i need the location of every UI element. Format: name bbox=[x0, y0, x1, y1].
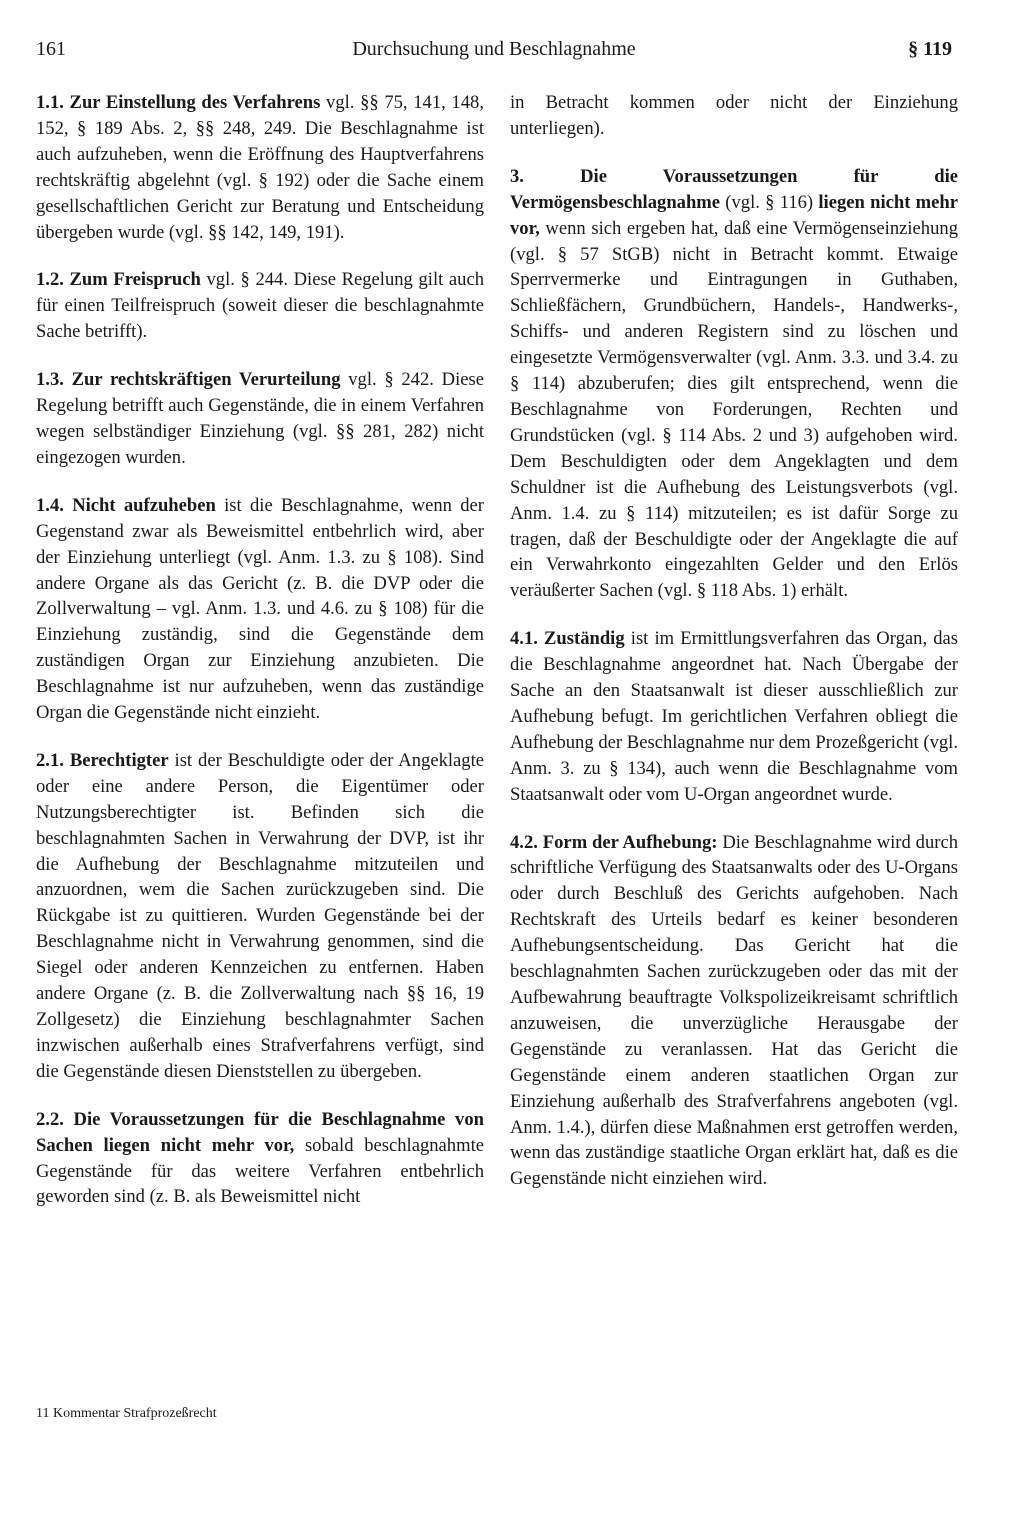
paragraph-number: 2.1. bbox=[36, 749, 64, 771]
paragraph-text: vgl. § 242. Diese Regelung betrifft auch Gegenstände, die in einem Verfahren wegen selbständiger Einziehung (vgl. §§ 281, 282) nicht eingezogen wurden. bbox=[36, 369, 484, 468]
paragraph-heading: Zum Freispruch bbox=[69, 269, 201, 291]
paragraph-text-2: wenn sich ergeben hat, daß eine Vermögenseinziehung (vgl. § 57 StGB) nicht in Betracht kommt. Etwaige Sperrvermerke und Eintragungen in Guthaben, Schließfächern, Grundbüchern, Handels-, Handwerks-, Schiffs- und anderen Registern sind zu löschen und eingesetzte Vermögensverwalter (vgl. Anm. 3.3. und 3.4. zu § 114) abzuberufen; dies gilt entsprechend, wenn die Beschlagnahme von Forderungen, Rechten und Grundstücken (vgl. § 114 Abs. 2 und 3) aufgehoben wird. Dem Beschuldigten oder dem Angeklagten und dem Schuldner ist die Aufhebung des Leistungsverbots (vgl. Anm. 1.4. zu § 114) mitzuteilen; es ist dafür Sorge zu tragen, daß der Beschuldigte oder der Angeklagte die auf ein Verwahrkonto eingezahlten Gelder und den Erlös veräußerter Sachen (vgl. § 118 Abs. 1) erhält. bbox=[510, 217, 958, 602]
paragraph-number: 1.2. bbox=[36, 269, 64, 291]
paragraph-1-4 bbox=[36, 493, 484, 726]
paragraph-text: Die Beschlagnahme wird durch schriftliche Verfügung des Staatsanwalts oder des U-Organs oder durch Beschluß des Gerichts aufgehoben. Nach Rechtskraft des Urteils bedarf es keiner besonderen Aufhebungsentscheidung. Das Gericht hat die beschlagnahmten Sachen zurückzugeben oder das mit der Aufbewahrung beauftragte Volkspolizeikreisamt schriftlich anzuweisen, die unverzügliche Herausgabe der Gegenstände zu veranlassen. Hat das Gericht die Gegenstände einem anderen staatlichen Organ zur Einziehung außerhalb des Strafverfahrens angeboten (vgl. Anm. 1.4.), dürfen diese Maßnahmen erst getroffen werden, wenn das zuständige staatliche Organ erklärt hat, daß es die Gegenstände nicht einziehen wird. bbox=[510, 831, 959, 1190]
paragraph-text: vgl. §§ 75, 141, 148, 152, § 189 Abs. 2, §§ 248, 249. Die Beschlagnahme ist auch aufzuheben, wenn die Eröffnung des Hauptverfahrens rechtskräftig abgelehnt (vgl. § 192) oder die Sache einem gesellschaftlichen Gericht zur Beratung und Entscheidung übergeben wurde (vgl. §§ 142, 149, 191). bbox=[36, 92, 484, 243]
paragraph-number: 4.1. bbox=[510, 628, 538, 650]
left-column bbox=[36, 90, 484, 1232]
paragraph-1-3 bbox=[36, 367, 484, 471]
paragraph-text: in Betracht kommen oder nicht der Einziehung unterliegen). bbox=[510, 92, 958, 139]
section-number: § 119 bbox=[908, 38, 952, 60]
paragraph-3 bbox=[510, 164, 958, 604]
paragraph-1-1 bbox=[36, 90, 484, 245]
paragraph-text: ist im Ermittlungsverfahren das Organ, das die Beschlagnahme angeordnet hat. Nach Übergabe der Sache an den Staatsanwalt ist dieser ausschließlich zur Aufhebung befugt. Im gerichtlichen Verfahren obliegt die Aufhebung der Beschlagnahme nur dem Prozeßgericht (vgl. Anm. 3. zu § 134), auch wenn die Beschlagnahme vom Staatsanwalt oder vom U-Organ angeordnet wurde. bbox=[510, 628, 959, 805]
paragraph-text: sobald beschlagnahmte Gegenstände für das weitere Verfahren entbehrlich geworden sind (z. B. als Beweismittel nicht bbox=[36, 1134, 484, 1208]
paragraph-number: 1.1. bbox=[36, 92, 64, 113]
paragraph-number: 2.2. bbox=[36, 1108, 64, 1130]
paragraph-heading: Zuständig bbox=[544, 628, 625, 650]
page-number: 161 bbox=[36, 38, 66, 60]
paragraph-2-2 bbox=[36, 1107, 484, 1211]
paragraph-text: ist die Beschlagnahme, wenn der Gegenstand zwar als Beweismittel entbehrlich wird, aber der Einziehung unterliegt (vgl. Anm. 1.3. zu § 108). Sind andere Organe als das Gericht (z. B. die DVP oder die Zollverwaltung – vgl. Anm. 1.3. und 4.6. zu § 108) für die Einziehung zuständig, sind die Gegenstände dem zuständigen Organ zur Einziehung anzubieten. Die Beschlagnahme ist nur aufzuheben, wenn das zuständige Organ die Gegenstände nicht einzieht. bbox=[36, 494, 484, 724]
running-title: Durchsuchung und Beschlagnahme bbox=[352, 38, 636, 60]
paragraph-heading: Zur Einstellung des Verfahrens bbox=[69, 92, 321, 113]
right-column bbox=[510, 90, 958, 1214]
paragraph-4-1 bbox=[510, 626, 958, 807]
paragraph-4-2 bbox=[510, 830, 958, 1193]
paragraph-heading: Berechtigter bbox=[69, 749, 169, 771]
paragraph-heading-2: liegen nicht mehr vor, bbox=[510, 191, 958, 239]
paragraph-text: ist der Beschuldigte oder der Angeklagte oder eine andere Person, die Eigentümer oder Nutzungsberechtigter ist. Befinden sich die beschlagnahmten Sachen in Verwahrung der DVP, ist ihr die Aufhebung der Beschlagnahme mitzuteilen und anzuordnen, wem die Sachen zurückzugeben sind. Die Rückgabe ist zu quittieren. Wurden Gegenstände bei der Beschlagnahme nicht in Verwahrung genommen, sind die Siegel oder anderen Kennzeichen zu entfernen. Haben andere Organe (z. B. die Zollverwaltung nach §§ 16, 19 Zollgesetz) die Einziehung beschlagnahmter Sachen inzwischen außerhalb eines Strafverfahrens verfügt, sind die Gegenstände diesen Dienststellen zu übergeben. bbox=[36, 749, 484, 1082]
paragraph-heading: Form der Aufhebung: bbox=[542, 831, 718, 853]
page-footer: 11 Kommentar Strafprozeßrecht bbox=[36, 1406, 217, 1421]
paragraph-heading: Nicht aufzuheben bbox=[72, 494, 216, 516]
paragraph-2-1 bbox=[36, 748, 484, 1085]
paragraph-text: (vgl. § 116) bbox=[720, 191, 819, 213]
paragraph-number: 1.4. bbox=[36, 494, 64, 516]
paragraph-1-2 bbox=[36, 267, 484, 345]
paragraph-text: vgl. § 244. Diese Regelung gilt auch für einen Teilfreispruch (soweit dieser die beschlagnahmte Sache betrifft). bbox=[36, 269, 484, 343]
paragraph-heading: Die Voraussetzungen für die Beschlagnahme von Sachen liegen nicht mehr vor, bbox=[36, 1108, 484, 1156]
paragraph-heading: Zur rechtskräftigen Verurteilung bbox=[71, 369, 341, 391]
paragraph-number: 1.3. bbox=[36, 369, 64, 391]
paragraph-number: 4.2. bbox=[510, 831, 538, 853]
page-header bbox=[36, 30, 952, 70]
paragraph-heading: Die Voraussetzungen für die Vermögensbeschlagnahme bbox=[510, 165, 958, 213]
paragraph-number: 3. bbox=[510, 165, 524, 187]
paragraph-2-2-continued bbox=[510, 90, 958, 142]
